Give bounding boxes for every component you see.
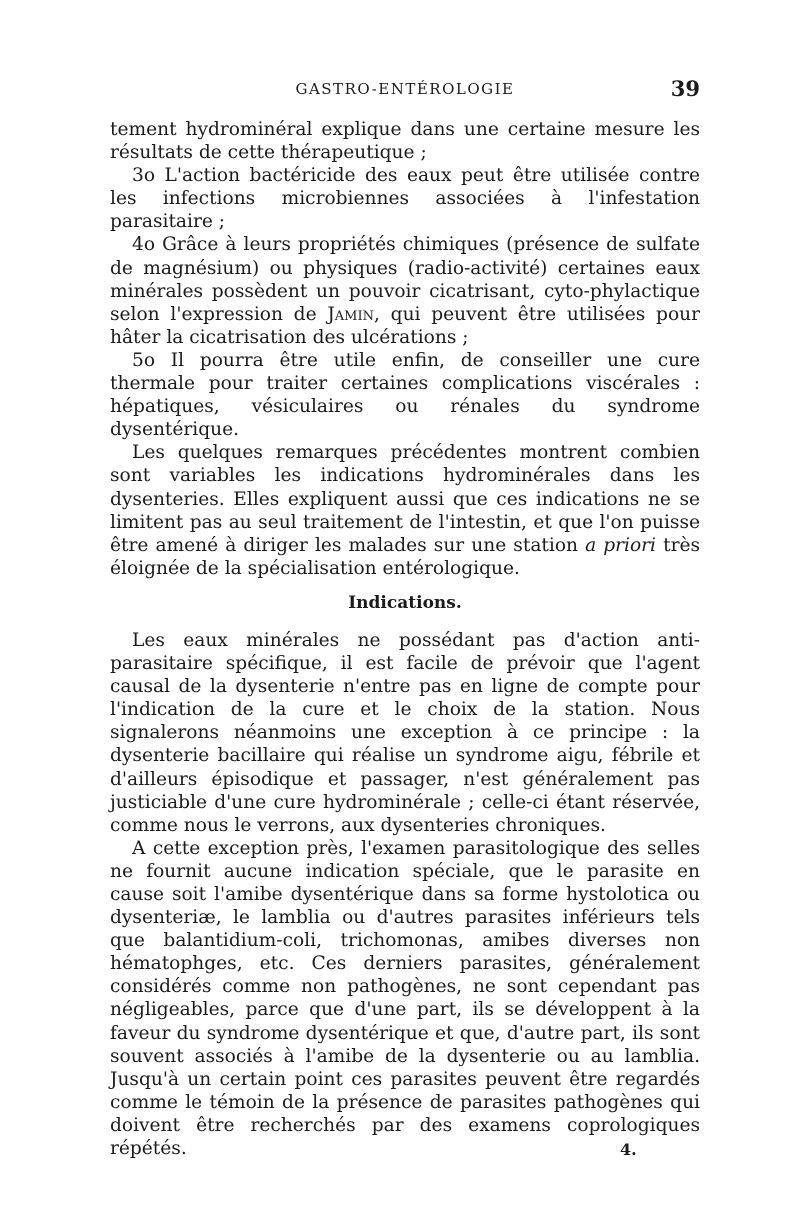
running-head	[110, 76, 700, 104]
paragraph-continuation: tement hydrominéral explique dans une certaine mesure les résultats de cette thérapeutique ;	[110, 119, 700, 164]
paragraph-indications: Les eaux minérales ne possédant pas d'action anti-parasitaire spécifique, il est facile de prévoir que l'agent causal de la dysenterie n'entre pas en ligne de compte pour l'indication de la cure et le choix de la station. Nous signalerons néanmoins une exception à ce principe : la dysenterie bacillaire qui réalise un syndrome aigu, fébrile et d'ailleurs épisodique et passager, n'est généralement pas justiciable d'une cure hydrominérale ; celle-ci étant réservée, comme nous le verrons, aux dysenteries chroniques.	[110, 629, 700, 836]
paragraph-point-3: 3o L'action bactéricide des eaux peut être utilisée contre les infections microbiennes associées à l'infestation parasitaire ;	[110, 165, 700, 233]
section-heading: Indications.	[348, 592, 462, 613]
paragraph-point-5: 5o Il pourra être utile enfin, de conseiller une cure thermale pour traiter certaines complications viscérales : hépatiques, vésiculaires ou rénales du syndrome dysentérique.	[110, 349, 700, 441]
italic-phrase: a priori	[585, 534, 657, 556]
paragraph-point-4-end: , qui peuvent être utilisées pour hâter la cicatrisation des ulcérations ;	[110, 303, 700, 348]
page-number: 39	[670, 76, 700, 101]
paragraph-remarks-end: très éloignée de la spécialisation entérologique.	[110, 534, 700, 579]
paragraph-remarks	[110, 441, 700, 580]
paragraph-exception: A cette exception près, l'examen parasitologique des selles ne fournit aucune indication spéciale, que le parasite en cause soit l'amibe dysentérique dans sa forme hystolotica ou dysenteriæ, le lamblia ou d'autres parasites inférieurs tels que balantidium-coli, trichomonas, amibes diverses non hématophges, etc. Ces derniers parasites, généralement considérés comme non pathogènes, ne sont cependant pas négligeables, parce que d'une part, ils se développent à la faveur du syndrome dysentérique et que, d'autre part, ils sont souvent associés à l'amibe de la dysenterie ou au lamblia. Jusqu'à un certain point ces parasites peuvent être regardés comme le témoin de la présence de parasites pathogènes qui doivent être recherchés par des examens coprologiques répétés.	[110, 837, 700, 1160]
body-text	[110, 118, 700, 1160]
paragraph-point-4-start: 4o Grâce à leurs propriétés chimiques (présence de sulfate de magnésium) ou physiques (radio-activité) certaines eaux minérales possèdent un pouvoir cicatrisant, cyto-phylactique selon l'expression de	[110, 234, 700, 325]
running-title: GASTRO-ENTÉROLOGIE	[295, 80, 515, 98]
paragraph-point-4	[110, 233, 700, 348]
paragraph-remarks-start: Les quelques remarques précédentes montrent combien sont variables les indications hydrominérales dans les dysenteries. Elles expliquent aussi que ces indications ne se limitent pas au seul traitement de l'intestin, et que l'on puisse être amené à diriger les malades sur une station	[110, 442, 700, 556]
signature-mark: 4.	[620, 1140, 637, 1159]
author-name: Jamin	[327, 303, 375, 325]
